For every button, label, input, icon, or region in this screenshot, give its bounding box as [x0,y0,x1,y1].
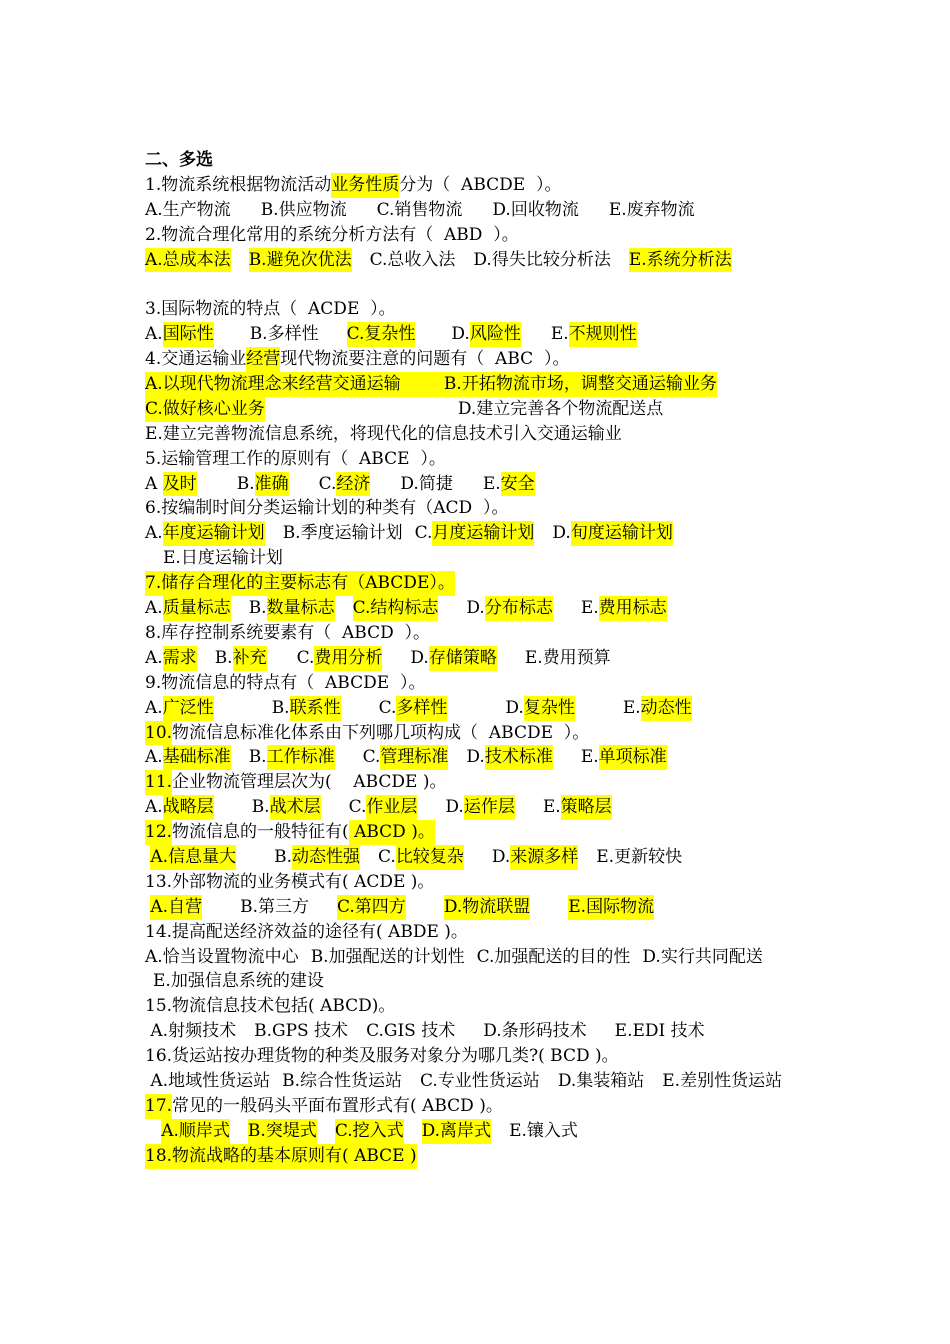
highlighted-text: 联系性 [290,696,341,721]
highlighted-text: 分布标志 [485,596,553,621]
highlighted-text: D.离岸式 [422,1119,491,1144]
highlighted-text: A.以现代物流理念来经营交通运输 [145,372,401,397]
line-text: C.总收入法 [369,249,456,270]
line-text: 13.外部物流的业务模式有( ACDE )。 [145,871,435,892]
line-text: D.回收物流 [492,199,579,220]
text-line [145,422,810,447]
text-line [145,920,810,945]
highlighted-text: 策略层 [561,795,612,820]
line-text: B. [248,598,267,619]
highlighted-text: B.突堤式 [248,1119,317,1144]
highlighted-text: 广泛性 [163,696,214,721]
highlighted-text: 战略层 [163,795,214,820]
highlighted-text: 多样性 [396,696,447,721]
text-line [145,347,810,372]
highlighted-text: 战术层 [270,795,321,820]
line-text: 物流信息标准化体系由下列哪几项构成（ ABCDE ）。 [172,722,590,743]
text-line [145,1144,810,1169]
line-text: 3.国际物流的特点（ ACDE ）。 [145,299,396,320]
line-text: D.条形码技术 [483,1021,587,1042]
highlighted-text: 10. [145,721,172,746]
text-line [145,397,810,422]
text-line [145,173,810,198]
line-text: D. [466,747,485,768]
line-text: A.地域性货运站 [145,1071,271,1092]
highlighted-text: 7.储存合理化的主要标志有（ABCDE）。 [145,571,455,596]
highlighted-text: 及时 [163,472,197,497]
highlighted-text: 工作标准 [267,745,335,770]
highlighted-text: C.做好核心业务 [145,397,265,422]
line-text: D.简捷 [400,473,453,494]
text-line [145,223,810,248]
line-text: E.差别性货运站 [662,1071,783,1092]
line-text: E. [622,697,641,718]
line-text: B.综合性货运站 [282,1071,402,1092]
highlighted-text: 数量标志 [267,596,335,621]
line-text: D.实行共同配送 [642,946,763,967]
highlighted-text: B.避免次优法 [249,248,352,273]
text-line [145,745,810,770]
line-text: A. [145,598,163,619]
highlighted-text: A.自营 [150,895,202,920]
highlighted-text: B.开拓物流市场，调整交通运输业务 [444,372,717,397]
text-line [145,870,810,895]
line-text [145,1119,161,1144]
line-text: A. [145,697,163,718]
line-text: E.建立完善物流信息系统，将现代化的信息技术引入交通运输业 [145,423,622,444]
line-text: 现代物流要注意的问题有（ ABC ）。 [280,349,570,370]
line-text: C.销售物流 [376,199,463,220]
line-text: 2.物流合理化常用的系统分析方法有（ ABD ）。 [145,224,519,245]
text-line [145,671,810,696]
highlighted-text: 国际性 [163,322,214,347]
text-line [145,1044,810,1069]
line-text: D. [445,797,464,818]
highlighted-text: 来源多样 [510,845,578,870]
line-text: C. [362,747,381,768]
line-text: B. [274,846,292,867]
highlighted-text: 比较复杂 [396,845,464,870]
highlighted-text: 作业层 [366,795,417,820]
line-text: C. [414,523,433,544]
highlighted-text: 运作层 [464,795,515,820]
highlighted-text: 不规则性 [569,322,637,347]
highlighted-text: 管理标准 [380,745,448,770]
text-line [145,621,810,646]
text-line [145,1069,810,1094]
line-text: E.EDI 技术 [614,1021,705,1042]
text-line [145,945,810,995]
text-line [145,372,810,397]
line-text: 15.物流信息技术包括( ABCD)。 [145,996,396,1017]
text-line [145,820,810,845]
highlighted-text: E.国际物流 [568,895,654,920]
highlighted-text: 动态性 [641,696,692,721]
line-text: C.专业性货运站 [420,1071,540,1092]
highlighted-text: E.系统分析法 [629,248,732,273]
highlighted-text: 11. [145,770,172,795]
highlighted-text: C.复杂性 [347,322,416,347]
line-text: A. [145,523,163,544]
text-line [145,721,810,746]
text-line [145,646,810,671]
highlighted-text: 安全 [501,472,535,497]
line-text: A. [145,747,163,768]
line-text: D. [410,647,429,668]
line-text: C.GIS 技术 [366,1021,456,1042]
line-text: C. [378,846,396,867]
line-text: B. [236,473,255,494]
line-text: A [145,473,163,494]
highlighted-text: 准确 [255,472,289,497]
line-text: E. [550,324,569,345]
line-text: B.第三方 [240,896,309,917]
highlighted-text: 旬度运输计划 [571,521,673,546]
text-line [145,198,810,223]
line-text: C.加强配送的目的性 [476,946,631,967]
question-list [145,173,810,1169]
text-line [145,795,810,820]
text-line [145,248,810,273]
line-text: B. [271,697,290,718]
highlighted-text: 技术标准 [485,745,553,770]
highlighted-text: A.顺岸式 [161,1119,230,1144]
document-body [145,148,810,1169]
highlighted-text: 经济 [336,472,370,497]
line-text: E.日度运输计划 [163,548,283,569]
line-text: A. [145,797,163,818]
highlighted-text: 12. [145,820,172,845]
line-text: 8.库存控制系统要素有（ ABCD ）。 [145,622,431,643]
text-line [145,521,810,571]
line-text: A.生产物流 [145,199,231,220]
text-line [145,571,810,596]
text-line [145,496,810,521]
line-text: B. [251,797,270,818]
highlighted-text: D.物流联盟 [444,895,530,920]
highlighted-text: 业务性质 [331,173,399,198]
highlighted-text: 月度运输计划 [432,521,534,546]
line-text: 4.交通运输业 [145,349,247,370]
line-text: B. [248,747,267,768]
highlighted-text: 17. [145,1094,172,1119]
highlighted-text: C.结构标志 [353,596,439,621]
line-text: E. [580,598,599,619]
section-title: 二、多选 [145,150,213,170]
line-text: E.镶入式 [509,1120,578,1141]
line-text: B.多样性 [249,324,319,345]
highlighted-text: 风险性 [470,322,521,347]
line-text: D. [505,697,524,718]
line-text: A. [145,647,163,668]
text-line [145,845,810,870]
text-line [145,696,810,721]
highlighted-text: C.挖入式 [335,1119,404,1144]
highlighted-text: 需求 [163,646,197,671]
highlighted-text: ABCD )。 [349,820,435,845]
line-text: D. [466,598,485,619]
line-text: D.得失比较分析法 [473,249,611,270]
line-text: A.恰当设置物流中心 [145,946,299,967]
line-text: D.集装箱站 [557,1071,645,1092]
line-text: E. [482,473,501,494]
line-text: C. [296,647,315,668]
line-text: E.加强信息系统的建设 [153,971,324,992]
highlighted-text: 费用标志 [599,596,667,621]
text-line [145,1019,810,1044]
line-text: C. [348,797,367,818]
line-text: 6.按编制时间分类运输计划的种类有（ACD ）。 [145,498,509,519]
text-line [145,770,810,795]
line-text: D. [491,846,511,867]
text-line [145,297,810,322]
line-text: 常见的一般码头平面布置形式有( ABCD )。 [172,1095,503,1116]
line-text: D.建立完善各个物流配送点 [457,398,664,419]
highlighted-text: A.总成本法 [145,248,231,273]
highlighted-text: 质量标志 [163,596,231,621]
line-text: B.季度运输计划 [282,523,403,544]
text-line [145,596,810,621]
line-text: 16.货运站按办理货物的种类及服务对象分为哪几类?( BCD )。 [145,1046,619,1067]
text-line [145,994,810,1019]
highlighted-text: 复杂性 [524,696,575,721]
line-text: B. [214,647,233,668]
blank-line [145,272,810,297]
line-text: E.废弃物流 [608,199,695,220]
line-text: E. [580,747,599,768]
highlighted-text: 单项标准 [599,745,667,770]
line-text: A.射频技术 [145,1021,237,1042]
line-text: 分为（ ABCDE ）。 [399,174,562,195]
highlighted-text: 费用分析 [314,646,382,671]
text-line [145,1094,810,1119]
line-text: 14.提高配送经济效益的途径有( ABDE )。 [145,921,468,942]
line-text: D. [552,523,571,544]
line-text: B.加强配送的计划性 [310,946,465,967]
line-text: 9.物流信息的特点有（ ABCDE ）。 [145,672,426,693]
highlighted-text: 动态性强 [292,845,360,870]
highlighted-text: 补充 [233,646,267,671]
text-line [145,472,810,497]
text-line [145,447,810,472]
highlighted-text: A.信息量大 [150,845,236,870]
line-text: A. [145,324,163,345]
line-text: E.更新较快 [596,846,683,867]
highlighted-text: 经营 [246,347,280,372]
text-line [145,895,810,920]
line-text: C. [378,697,397,718]
highlighted-text: 18.物流战略的基本原则有( ABCE ) [145,1144,417,1169]
highlighted-text: 存储策略 [429,646,497,671]
line-text: 1.物流系统根据物流活动 [145,174,332,195]
line-text: B.GPS 技术 [254,1021,349,1042]
highlighted-text: C.第四方 [337,895,406,920]
line-text: 企业物流管理层次为( ABCDE )。 [172,772,447,793]
highlighted-text [401,372,444,397]
line-text: 5.运输管理工作的原则有（ ABCE ）。 [145,448,446,469]
line-text: 物流信息的一般特征有( [172,822,349,843]
line-text: E.费用预算 [524,647,611,668]
text-line [145,322,810,347]
line-text: B.供应物流 [260,199,347,220]
text-line [145,1119,810,1144]
line-text: E. [542,797,561,818]
line-text: C. [318,473,337,494]
line-text: D. [451,324,470,345]
highlighted-text: 基础标准 [163,745,231,770]
highlighted-text: 年度运输计划 [163,521,265,546]
